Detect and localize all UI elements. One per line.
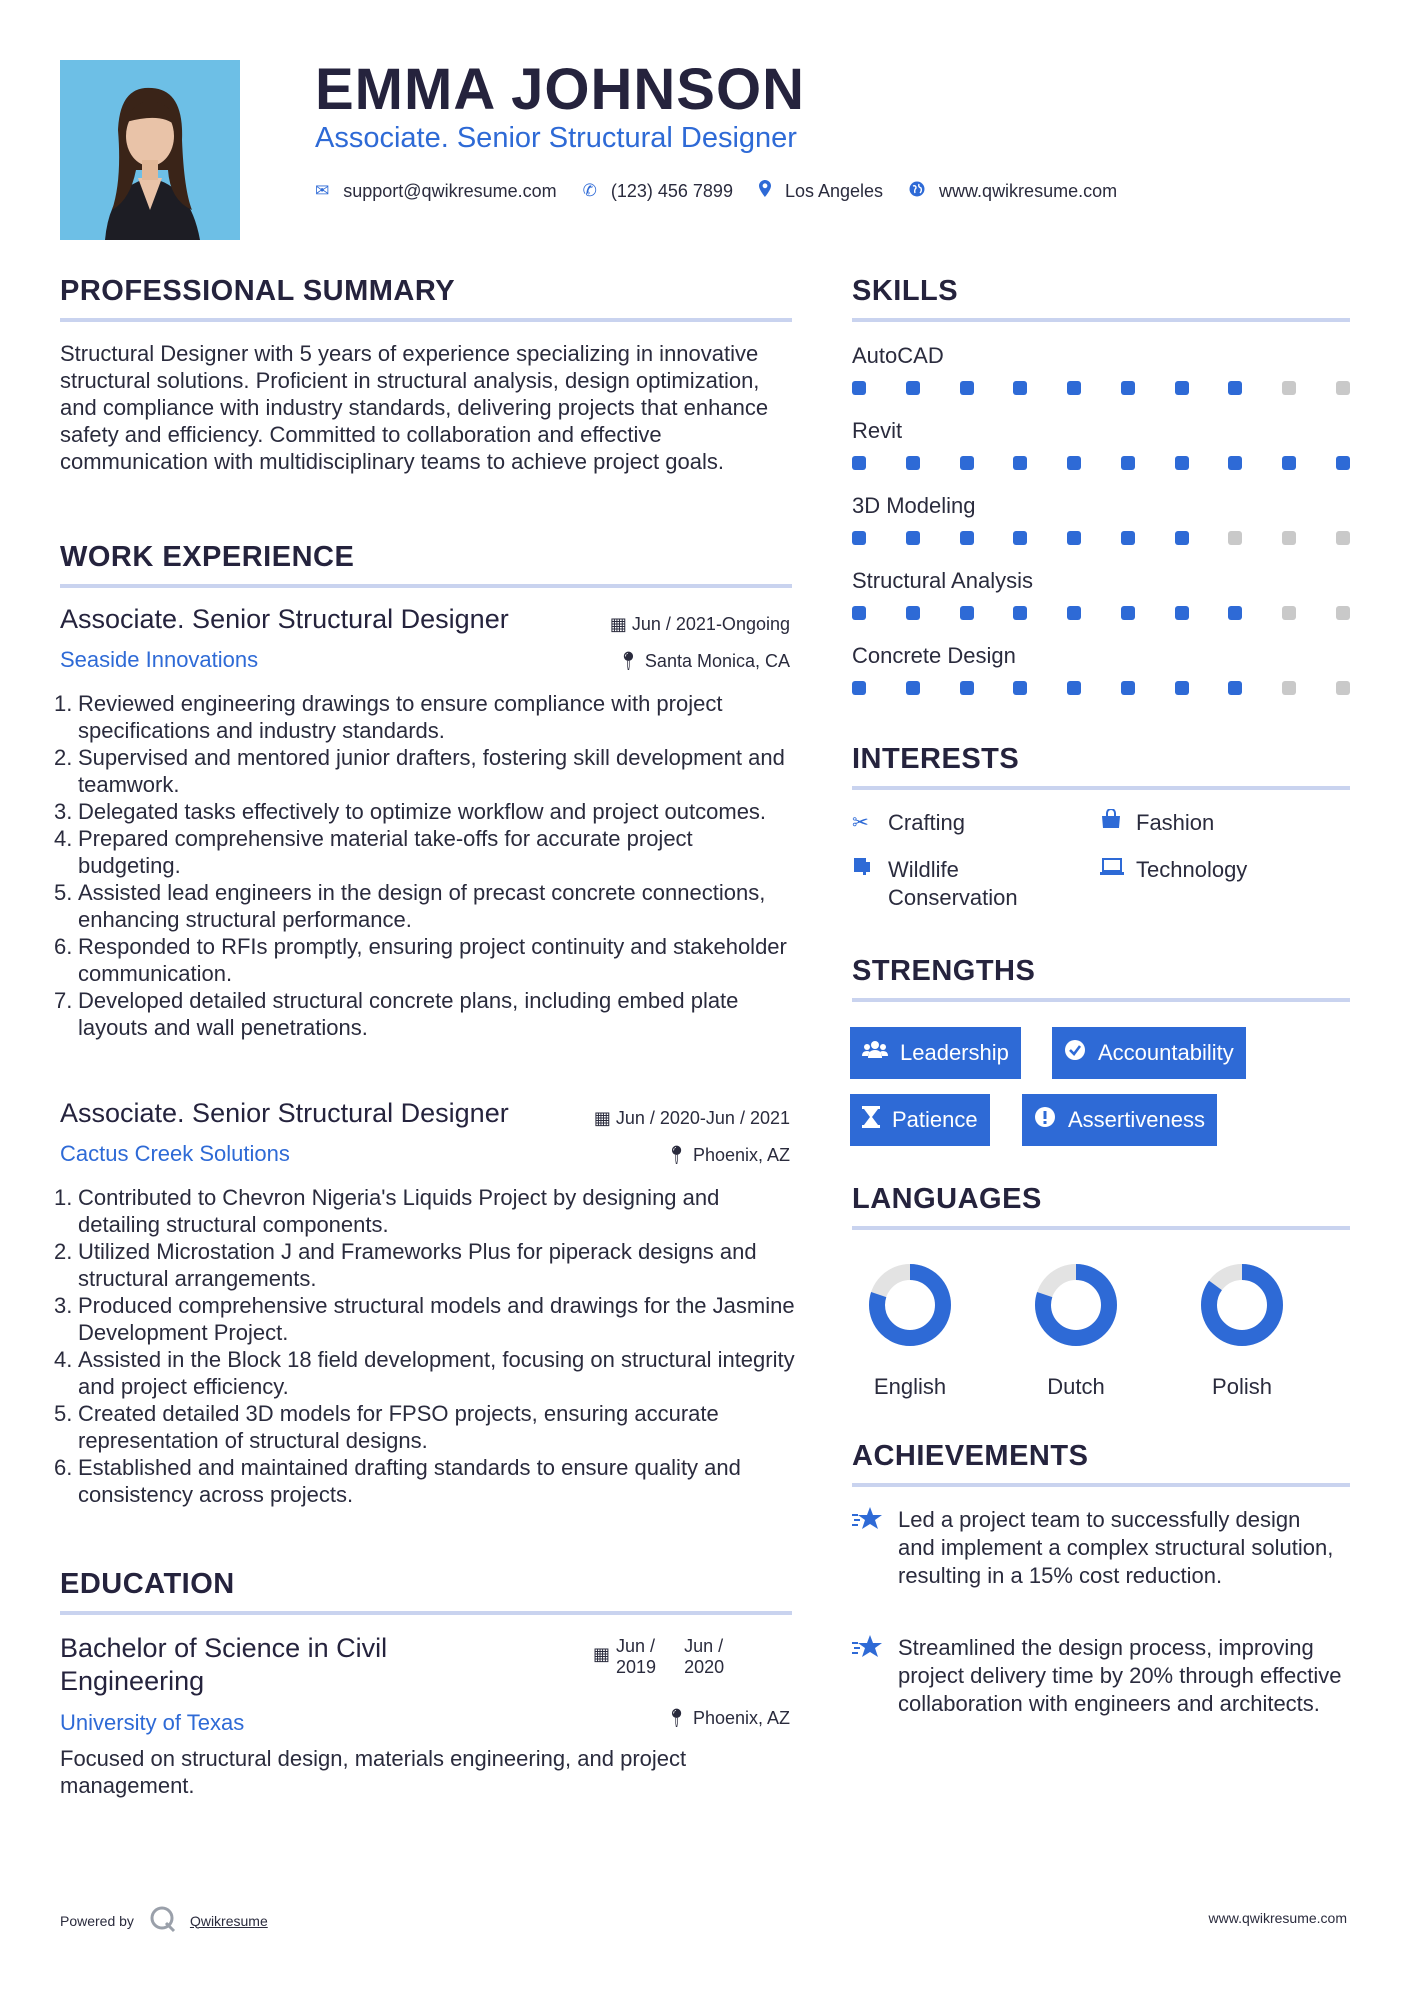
achievements-rule	[852, 1483, 1350, 1487]
interest-fashion: Fashion	[1100, 809, 1214, 837]
achievements-heading: ACHIEVEMENTS	[852, 1440, 1089, 1472]
rating-dot-filled	[1067, 606, 1081, 620]
rating-dot-filled	[1121, 531, 1135, 545]
list-item: 5. Assisted lead engineers in the design of precast concrete connections, enhancing structural performance.	[54, 880, 766, 932]
contact-email[interactable]: support@qwikresume.com	[343, 180, 557, 201]
rating-dot-filled	[1013, 681, 1027, 695]
rating-dot-filled	[1228, 381, 1242, 395]
experience-heading: WORK EXPERIENCE	[60, 541, 355, 573]
skill-rating	[852, 531, 1350, 545]
languages-heading: LANGUAGES	[852, 1183, 1042, 1215]
candidate-title: Associate. Senior Structural Designer	[315, 122, 797, 154]
skill-rating	[852, 681, 1350, 695]
achievement-item: Streamlined the design process, improving project delivery time by 20% through effective collaboration with engineers and architects.	[852, 1634, 1352, 1718]
rating-dot-empty	[1336, 381, 1350, 395]
rating-dot-filled	[1013, 606, 1027, 620]
degree-line: Bachelor of Science in Civil	[60, 1633, 388, 1663]
rating-dot-empty	[1228, 531, 1242, 545]
list-item: 2. Utilized Microstation J and Frameworks Plus for piperack designs and structural arrangements.	[54, 1239, 757, 1291]
strengths-heading: STRENGTHS	[852, 955, 1036, 987]
interest-technology: Technology	[1100, 856, 1247, 884]
footer-powered: Powered by Qwikresume	[60, 1904, 268, 1937]
skill-row	[852, 493, 1350, 568]
calendar-icon: ▦	[609, 614, 627, 634]
rating-dot-filled	[906, 606, 920, 620]
rating-dot-filled	[852, 381, 866, 395]
job-location	[617, 651, 790, 672]
skills-rule	[852, 318, 1350, 322]
skills-list	[852, 343, 1350, 718]
summary-text: Structural Designer with 5 years of experience specializing in innovative structural solutions. Proficient in structural analysis, design optimization, and compliance with industry standards, delivering projects that enhance safety and efficiency. Committed to collaboration and effective communication with multidisciplinary teams to achieve project goals.	[60, 341, 769, 474]
achievement-item: Led a project team to successfully design and implement a complex structural solution, resulting in a 15% cost reduction.	[852, 1506, 1352, 1590]
rating-dot-filled	[1067, 456, 1081, 470]
list-item: 3. Produced comprehensive structural models and drawings for the Jasmine Development Project.	[54, 1293, 795, 1345]
skill-name: Structural Analysis	[852, 568, 1033, 593]
degree-title	[60, 1632, 387, 1698]
job-bullets	[54, 690, 800, 1041]
strength-leadership: Leadership	[850, 1027, 1021, 1079]
job-company[interactable]: Cactus Creek Solutions	[60, 1141, 290, 1166]
skill-row	[852, 343, 1350, 418]
exclamation-circle-icon	[1034, 1106, 1056, 1134]
laptop-icon	[1100, 856, 1136, 884]
list-item: 5. Created detailed 3D models for FPSO projects, ensuring accurate representation of structural designs.	[54, 1401, 719, 1453]
profile-photo	[60, 60, 240, 240]
interest-wildlife	[852, 856, 1018, 912]
rating-dot-filled	[960, 606, 974, 620]
shopping-bag-icon	[1100, 809, 1136, 837]
strength-accountability: Accountability	[1052, 1027, 1246, 1079]
interest-line: Wildlife	[888, 857, 959, 882]
strength-patience: Patience	[850, 1094, 990, 1146]
rating-dot-filled	[1121, 681, 1135, 695]
skill-name: 3D Modeling	[852, 493, 976, 518]
school-name[interactable]: University of Texas	[60, 1710, 245, 1735]
language-donut	[1197, 1260, 1287, 1350]
contact-bar	[315, 180, 1143, 202]
rating-dot-filled	[960, 381, 974, 395]
rating-dot-filled	[1013, 456, 1027, 470]
strengths-rule	[852, 998, 1350, 1002]
skill-row	[852, 643, 1350, 718]
candidate-name: EMMA JOHNSON	[315, 57, 805, 122]
education-start: Jun / 2019	[616, 1636, 657, 1677]
rating-dot-filled	[852, 606, 866, 620]
education-text: Focused on structural design, materials engineering, and project management.	[60, 1746, 687, 1798]
list-item: 3. Delegated tasks effectively to optimize workflow and project outcomes.	[54, 799, 767, 824]
rating-dot-filled	[1228, 456, 1242, 470]
rating-dot-filled	[852, 456, 866, 470]
contact-phone[interactable]: (123) 456 7899	[610, 180, 733, 201]
rating-dot-empty	[1336, 681, 1350, 695]
rating-dot-filled	[1175, 681, 1189, 695]
calendar-icon: ▦	[593, 1644, 611, 1664]
language-donut	[1031, 1260, 1121, 1350]
globe-icon	[909, 181, 925, 202]
rating-dot-empty	[1336, 606, 1350, 620]
rating-dot-filled	[1175, 606, 1189, 620]
job-title: Associate. Senior Structural Designer	[60, 604, 509, 634]
rating-dot-empty	[1282, 381, 1296, 395]
rating-dot-filled	[852, 681, 866, 695]
skills-heading: SKILLS	[852, 275, 959, 307]
map-marker-icon	[759, 180, 771, 202]
school-location-text: Phoenix, AZ	[692, 1708, 790, 1728]
job-location-text: Santa Monica, CA	[644, 651, 790, 671]
interest-line: Conservation	[888, 885, 1018, 910]
skill-name: Concrete Design	[852, 643, 1016, 668]
rating-dot-filled	[1175, 381, 1189, 395]
rating-dot-empty	[1282, 531, 1296, 545]
job-bullets	[54, 1184, 800, 1508]
pin-icon: 📍︎	[665, 1708, 688, 1728]
rating-dot-filled	[1282, 456, 1296, 470]
users-icon	[862, 1040, 888, 1066]
pin-icon: 📍︎	[617, 651, 640, 671]
calendar-icon: ▦	[593, 1108, 611, 1128]
summary-rule	[60, 318, 792, 322]
rating-dot-empty	[1282, 606, 1296, 620]
skill-row	[852, 568, 1350, 643]
school-location	[665, 1708, 790, 1729]
list-item: 2. Supervised and mentored junior drafters, fostering skill development and teamwork.	[54, 745, 785, 797]
job-date-text: Jun / 2021-Ongoing	[631, 614, 790, 634]
job-date	[610, 614, 790, 635]
qwikresume-logo-icon	[148, 1904, 178, 1937]
contact-website[interactable]: www.qwikresume.com	[939, 180, 1118, 201]
rating-dot-filled	[906, 531, 920, 545]
list-item: 6. Responded to RFIs promptly, ensuring project continuity and stakeholder communication.	[54, 934, 787, 986]
job-company[interactable]: Seaside Innovations	[60, 647, 259, 672]
envelope-icon: ✉	[315, 181, 330, 200]
education-rule	[60, 1611, 792, 1615]
list-item: 6. Established and maintained drafting standards to ensure quality and consistency across projects.	[54, 1455, 741, 1507]
rating-dot-empty	[1336, 531, 1350, 545]
hourglass-icon	[862, 1106, 880, 1134]
footer-brand-link[interactable]: Qwikresume	[189, 1912, 268, 1929]
list-item: 1. Contributed to Chevron Nigeria's Liquids Project by designing and detailing structural components.	[54, 1185, 720, 1237]
job-date	[594, 1108, 790, 1129]
language-label: English	[873, 1374, 947, 1399]
rating-dot-filled	[1067, 681, 1081, 695]
language-donut	[865, 1260, 955, 1350]
rating-dot-filled	[1336, 456, 1350, 470]
interest-crafting: ✂ Crafting	[852, 810, 966, 835]
paw-icon	[852, 856, 888, 912]
rating-dot-filled	[1228, 606, 1242, 620]
job-date-text: Jun / 2020-Jun / 2021	[615, 1108, 790, 1128]
rating-dot-filled	[1067, 531, 1081, 545]
list-item: 1. Reviewed engineering drawings to ensure compliance with project specifications and industry standards.	[54, 691, 723, 743]
skill-rating	[852, 456, 1350, 470]
language-label: Polish	[1212, 1374, 1272, 1399]
rating-dot-filled	[1175, 456, 1189, 470]
rating-dot-filled	[1121, 606, 1135, 620]
summary-heading: PROFESSIONAL SUMMARY	[60, 275, 456, 307]
interests-heading: INTERESTS	[852, 743, 1020, 775]
job-title: Associate. Senior Structural Designer	[60, 1098, 509, 1128]
check-circle-icon	[1064, 1039, 1086, 1067]
education-end: Jun / 2020	[684, 1636, 725, 1677]
star-icon	[852, 1634, 898, 1718]
rating-dot-filled	[960, 456, 974, 470]
rating-dot-filled	[960, 681, 974, 695]
pin-icon: 📍︎	[665, 1145, 688, 1165]
degree-line: Engineering	[60, 1666, 205, 1696]
skill-name: AutoCAD	[852, 343, 944, 368]
list-item: 4. Prepared comprehensive material take-offs for accurate project budgeting.	[54, 826, 693, 878]
language-label: Dutch	[1047, 1374, 1105, 1399]
rating-dot-empty	[1282, 681, 1296, 695]
education-heading: EDUCATION	[60, 1568, 235, 1600]
footer-website[interactable]: www.qwikresume.com	[1208, 1910, 1347, 1926]
language-item	[850, 1260, 970, 1400]
skill-rating	[852, 381, 1350, 395]
experience-rule	[60, 584, 792, 588]
list-item: 7. Developed detailed structural concrete plans, including embed plate layouts and wall penetrations.	[54, 988, 739, 1040]
rating-dot-filled	[906, 381, 920, 395]
rating-dot-filled	[1121, 456, 1135, 470]
skill-rating	[852, 606, 1350, 620]
rating-dot-filled	[960, 531, 974, 545]
education-dates	[593, 1636, 724, 1678]
rating-dot-filled	[906, 456, 920, 470]
contact-location: Los Angeles	[784, 180, 884, 201]
languages-list	[852, 1260, 1350, 1410]
language-item	[1016, 1260, 1136, 1400]
rating-dot-filled	[1067, 381, 1081, 395]
strength-assertiveness: Assertiveness	[1022, 1094, 1217, 1146]
list-item: 4. Assisted in the Block 18 field development, focusing on structural integrity and project efficiency.	[54, 1347, 795, 1399]
rating-dot-filled	[1013, 381, 1027, 395]
rating-dot-filled	[1175, 531, 1189, 545]
languages-rule	[852, 1226, 1350, 1230]
rating-dot-filled	[1121, 381, 1135, 395]
job-location-text: Phoenix, AZ	[692, 1145, 790, 1165]
rating-dot-filled	[852, 531, 866, 545]
phone-icon: ✆	[582, 181, 597, 200]
rating-dot-filled	[1228, 681, 1242, 695]
language-item	[1182, 1260, 1302, 1400]
rating-dot-filled	[906, 681, 920, 695]
skill-name: Revit	[852, 418, 903, 443]
star-icon	[852, 1506, 898, 1590]
skill-row	[852, 418, 1350, 493]
rating-dot-filled	[1013, 531, 1027, 545]
job-location	[665, 1145, 790, 1166]
interests-rule	[852, 786, 1350, 790]
scissors-icon: ✂	[852, 812, 869, 834]
